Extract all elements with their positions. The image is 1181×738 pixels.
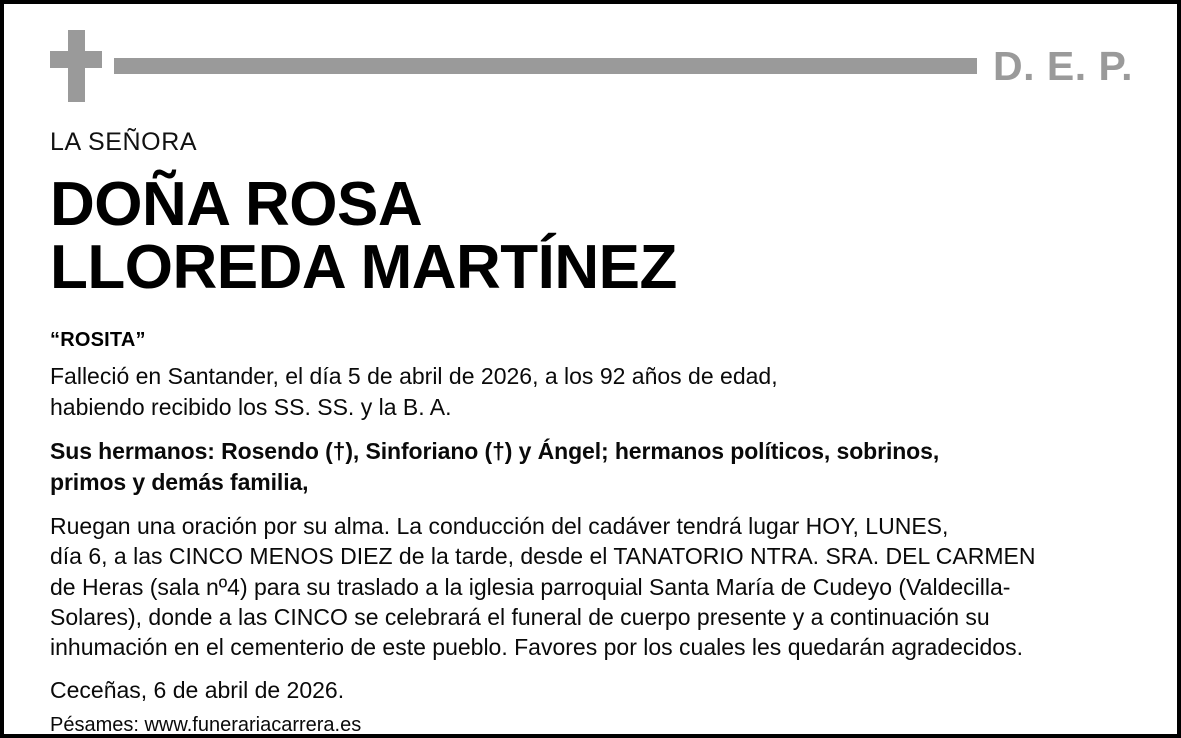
- funeral-arrangements-line1: Ruegan una oración por su alma. La conducción del cadáver tendrá lugar HOY, LUNES,: [50, 512, 949, 539]
- banner-rule: [114, 58, 977, 74]
- cross-icon: [50, 30, 102, 102]
- condolences-website: Pésames: www.funerariacarrera.es: [50, 713, 362, 736]
- death-notice-line2: habiendo recibido los SS. SS. y la B. A.: [50, 393, 452, 420]
- deceased-name-line2: LLOREDA MARTÍNEZ: [50, 233, 677, 303]
- dep-label: D. E. P.: [993, 42, 1133, 89]
- death-notice-line1: Falleció en Santander, el día 5 de abril de 2026, a los 92 años de edad,: [50, 363, 778, 390]
- salutation: LA SEÑORA: [50, 128, 198, 156]
- family-list-line1: Sus hermanos: Rosendo (†), Sinforiano (†) y Ángel; hermanos políticos, sobrinos,: [50, 438, 940, 465]
- place-and-date: Ceceñas, 6 de abril de 2026.: [50, 676, 345, 703]
- obituary-content: [50, 30, 1133, 736]
- funeral-arrangements-line3: de Heras (sala nº4) para su traslado a la iglesia parroquial Santa María de Cudeyo (Valdecilla-: [50, 573, 1011, 600]
- banner: [50, 30, 1133, 102]
- funeral-arrangements-line4: Solares), donde a las CINCO se celebrará el funeral de cuerpo presente y a continuación su: [50, 603, 990, 630]
- funeral-arrangements-line2: día 6, a las CINCO MENOS DIEZ de la tarde, desde el TANATORIO NTRA. SRA. DEL CARMEN: [50, 543, 1036, 570]
- nickname: “ROSITA”: [50, 329, 146, 352]
- deceased-name: [50, 170, 1133, 303]
- funeral-arrangements-line5: inhumación en el cementerio de este pueblo. Favores por los cuales les quedarán agradecidos.: [50, 634, 1023, 661]
- family-list-line2: primos y demás familia,: [50, 468, 309, 495]
- deceased-name-line1: DOÑA ROSA: [50, 170, 423, 239]
- death-notice: [50, 361, 1133, 422]
- family-list: [50, 436, 1133, 497]
- funeral-arrangements: [50, 511, 1133, 663]
